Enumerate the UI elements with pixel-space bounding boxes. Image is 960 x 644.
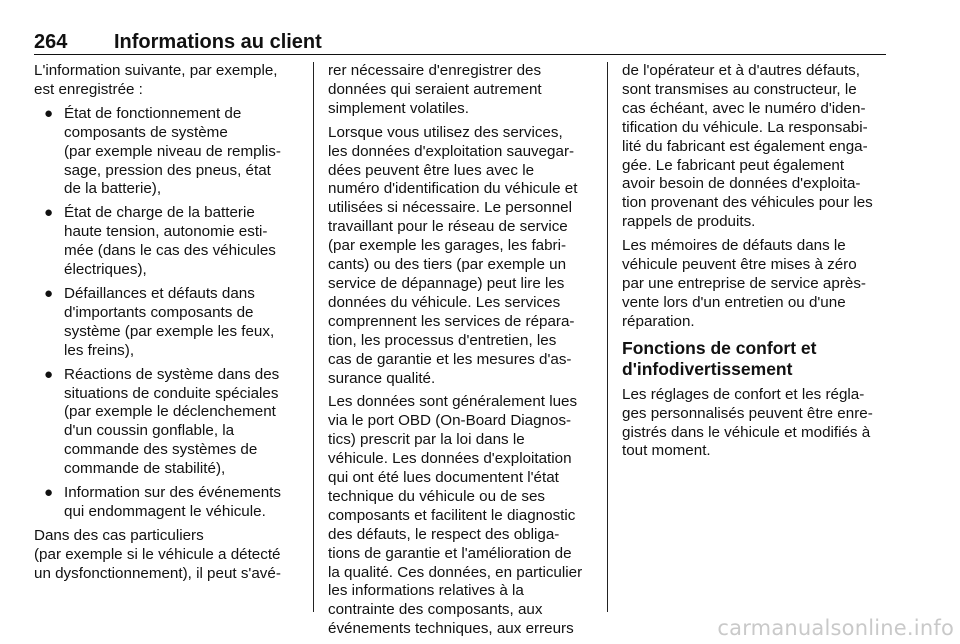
column-divider bbox=[313, 62, 314, 612]
list-item-text: État de charge de la batterie haute tension, autonomie esti- mée (dans le cas des véhicules électriques), bbox=[64, 204, 276, 279]
bullet-icon: ● bbox=[44, 284, 54, 302]
page-title: Informations au client bbox=[114, 31, 322, 53]
intro-paragraph: L'information suivante, par exemple, est enregistrée : bbox=[34, 62, 278, 98]
paragraph: Les données sont généralement lues via le port OBD (On-Board Diagnos- tics) prescrit par la loi dans le véhicule. Les données d'exploitation qui ont été lues documentent l'état technique du véhicule ou de ses composants et facilitent le diagnostic des défauts, le respect des obliga- tions de garantie et l'amélioration de la qualité. Ces données, en particulier les informations relatives à la contrainte des composants, aux événements techniques, aux erreurs bbox=[328, 393, 583, 638]
bullet-icon: ● bbox=[44, 365, 54, 383]
list-item bbox=[34, 204, 296, 280]
outro-paragraph: Dans des cas particuliers (par exemple si le véhicule a détecté un dysfonctionnement), il peut s'avé- bbox=[34, 526, 281, 582]
column-left bbox=[34, 62, 296, 589]
bullet-icon: ● bbox=[44, 104, 54, 122]
page-header bbox=[34, 26, 886, 55]
watermark: carmanualsonline.info bbox=[717, 616, 954, 640]
list-item bbox=[34, 366, 296, 479]
column-middle bbox=[328, 62, 592, 644]
list-item-text: Réactions de système dans des situations de conduite spéciales (par exemple le déclenchement d'un coussin gonflable, la commande des systèmes de commande de stabilité), bbox=[64, 365, 280, 478]
list-item-text: Défaillances et défauts dans d'importants composants de système (par exemple les feux, les freins), bbox=[64, 284, 275, 359]
list-item bbox=[34, 105, 296, 200]
page-number: 264 bbox=[34, 31, 68, 53]
paragraph: de l'opérateur et à d'autres défauts, sont transmises au constructeur, le cas échéant, avec le numéro d'iden- tification du véhicule. La responsabi- lité du fabricant est également enga- gée. Le fabricant peut également avoir besoin de données d'exploita- tion provenant des véhicules pour les rappels de produits. bbox=[622, 62, 873, 231]
paragraph: Les réglages de confort et les régla- ges personnalisés peuvent être enre- gistrés dans le véhicule et modifiés à tout moment. bbox=[622, 385, 873, 460]
column-right bbox=[622, 62, 888, 466]
list-item-text: État de fonctionnement de composants de système (par exemple niveau de remplis- sage, pression des pneus, état de la batterie), bbox=[64, 104, 281, 198]
section-heading: Fonctions de confort et d'infodivertissement bbox=[622, 337, 817, 379]
paragraph: Les mémoires de défauts dans le véhicule peuvent être mises à zéro par une entreprise de service après- vente lors d'un entretien ou d'une réparation. bbox=[622, 237, 866, 330]
bullet-list bbox=[34, 105, 296, 522]
list-item-text: Information sur des événements qui endommagent le véhicule. bbox=[64, 484, 281, 520]
paragraph: Lorsque vous utilisez des services, les données d'exploitation sauvegar- dées peuvent être lues avec le numéro d'identification du véhicule et utilisées si nécessaire. Le personnel travaillant pour le réseau de service (par exemple les garages, les fabri- cants) ou des tiers (par exemple un service de dépannage) peut lire les données du véhicule. Les services comprennent les services de répara- tion, les processus d'entretien, les cas de garantie et les mesures d'as- surance qualité. bbox=[328, 123, 578, 387]
list-item bbox=[34, 285, 296, 361]
list-item bbox=[34, 484, 296, 522]
column-divider bbox=[607, 62, 608, 612]
bullet-icon: ● bbox=[44, 204, 54, 222]
bullet-icon: ● bbox=[44, 484, 54, 502]
paragraph: rer nécessaire d'enregistrer des données qui seraient autrement simplement volatiles. bbox=[328, 62, 542, 117]
